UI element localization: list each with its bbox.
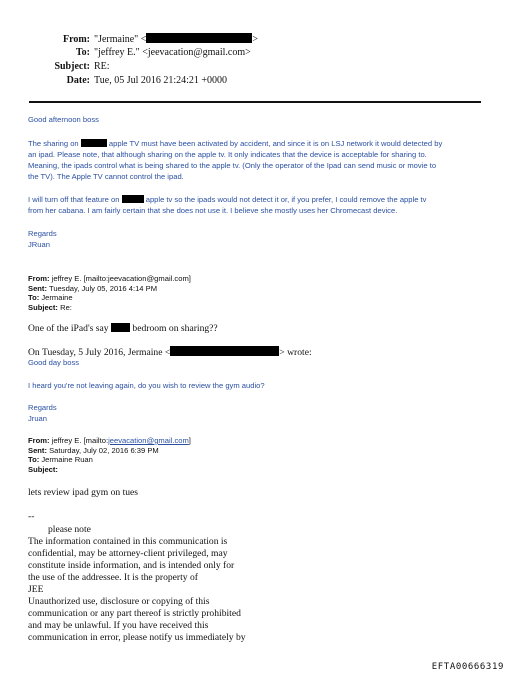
reply-p2-l1a: I will turn off that feature on	[28, 195, 120, 204]
header-to-label: To:	[75, 47, 90, 58]
q2-from-label: From:	[28, 436, 50, 445]
q1-greeting: Good day boss	[28, 358, 80, 367]
reply-p1-l1b: apple TV must have been activated by accident, and since it is on LSJ network it would detected by	[108, 139, 443, 148]
redaction-bar	[146, 33, 252, 43]
q1-from-row	[28, 274, 191, 284]
header-from-value: "Jermaine" <	[94, 34, 147, 45]
header-subject-row	[40, 61, 110, 73]
header-to-value: "jeffrey E." <jeevacation@gmail.com>	[94, 47, 251, 58]
q2-email-link[interactable]: jeevacation@gmail.com	[108, 436, 189, 445]
q2-body: lets review ipad gym on tues	[28, 487, 139, 498]
header-divider	[29, 101, 481, 103]
sig-line: constitute inside information, and is intended only for	[28, 560, 235, 571]
redaction-bar	[122, 195, 144, 203]
q2-to-value: Jermaine Ruan	[41, 455, 93, 465]
sig-line: JEE	[28, 584, 44, 595]
sig-dashes: --	[28, 511, 35, 522]
reply-p1-l1a: The sharing on	[28, 139, 79, 148]
reply-p2-l1b: apple tv so the ipads would not detect it or, if you prefer, I could remove the apple tv	[145, 195, 427, 204]
q1-body-a: One of the iPad's say	[28, 323, 109, 334]
reply-p1-line3: Meaning, the ipads control what is being shared to the apple tv. (Only the operator of the Ipad can send music or movie to	[28, 161, 437, 170]
q1-body-b: bedroom on sharing??	[132, 323, 218, 334]
reply-p1-line2: an ipad. Please note, that although sharing on the apple tv. It only indicates that the device is acceptable for sharing to.	[28, 150, 427, 159]
q1-sent-value: Tuesday, July 05, 2016 4:14 PM	[48, 283, 158, 293]
header-subject-label: Subject:	[54, 61, 90, 72]
q2-from-row	[28, 436, 191, 446]
reply-regards: Regards	[28, 229, 57, 238]
q2-sent-label: Sent:	[28, 445, 47, 455]
q1-wrote-b: > wrote:	[279, 347, 312, 358]
q1-subject-label: Subject:	[28, 302, 58, 312]
q1-wrote-a: On Tuesday, 5 July 2016, Jermaine <	[28, 347, 171, 358]
q2-sent-value: Saturday, July 02, 2016 6:39 PM	[49, 445, 159, 455]
redaction-bar	[170, 346, 279, 356]
q2-from-prefix: jeffrey E. [mailto:	[51, 436, 109, 445]
reply-name: JRuan	[28, 240, 50, 249]
reply-p2-line1	[28, 194, 426, 205]
sig-line: communication in error, please notify us immediately by	[28, 632, 246, 643]
bates-number: EFTA00666319	[431, 662, 504, 672]
q1-from-label: From:	[28, 274, 50, 283]
sig-line: The information contained in this communication is	[28, 536, 228, 547]
q1-subject-value: Re:	[60, 302, 72, 312]
redaction-bar	[111, 323, 130, 332]
q1-name: Jruan	[28, 414, 47, 423]
header-date-label: Date:	[66, 75, 90, 86]
sig-line: Unauthorized use, disclosure or copying of this	[28, 596, 210, 607]
header-to-row	[40, 47, 251, 59]
header-subject-value: RE:	[94, 61, 110, 72]
q1-to-value: Jermaine	[41, 293, 73, 303]
sig-line: communication or any part thereof is strictly prohibited	[28, 608, 241, 619]
reply-p2-line2: from her cabana. I am fairly certain that she does not use it. I believe she mostly uses her Chromecast device.	[28, 206, 398, 215]
q1-sent-label: Sent:	[28, 283, 47, 293]
q1-sent-row	[28, 284, 157, 294]
q2-to-label: To:	[28, 455, 40, 465]
header-from-label: From:	[62, 34, 90, 45]
q2-subject-label: Subject:	[28, 464, 58, 474]
q1-line: I heard you're not leaving again, do you wish to review the gym audio?	[28, 381, 265, 390]
q2-subject-row	[28, 465, 58, 475]
q1-regards: Regards	[28, 403, 57, 412]
q2-from-suffix: ]	[188, 436, 191, 445]
reply-p1-line4: the TV). The Apple TV cannot control the ipad.	[28, 172, 184, 181]
header-from-close: >	[252, 34, 259, 45]
q2-to-row	[28, 455, 93, 465]
sig-line: and may be unlawful. If you have received this	[28, 620, 209, 631]
q1-from-value: jeffrey E. [mailto:jeevacation@gmail.com]	[51, 274, 191, 283]
q1-to-row	[28, 293, 73, 303]
q1-body	[28, 323, 218, 335]
header-date-row	[40, 75, 227, 87]
reply-p1-line1	[28, 138, 442, 149]
sig-line: confidential, may be attorney-client privileged, may	[28, 548, 228, 559]
header-from-row	[40, 33, 258, 46]
sig-line: the use of the addressee. It is the property of	[28, 572, 198, 583]
q1-subject-row	[28, 303, 72, 313]
reply-greeting: Good afternoon boss	[28, 115, 99, 124]
sig-note-title: please note	[48, 524, 91, 535]
q1-to-label: To:	[28, 293, 40, 303]
q2-sent-row	[28, 446, 159, 456]
header-date-value: Tue, 05 Jul 2016 21:24:21 +0000	[94, 75, 228, 86]
redaction-bar	[81, 139, 107, 147]
